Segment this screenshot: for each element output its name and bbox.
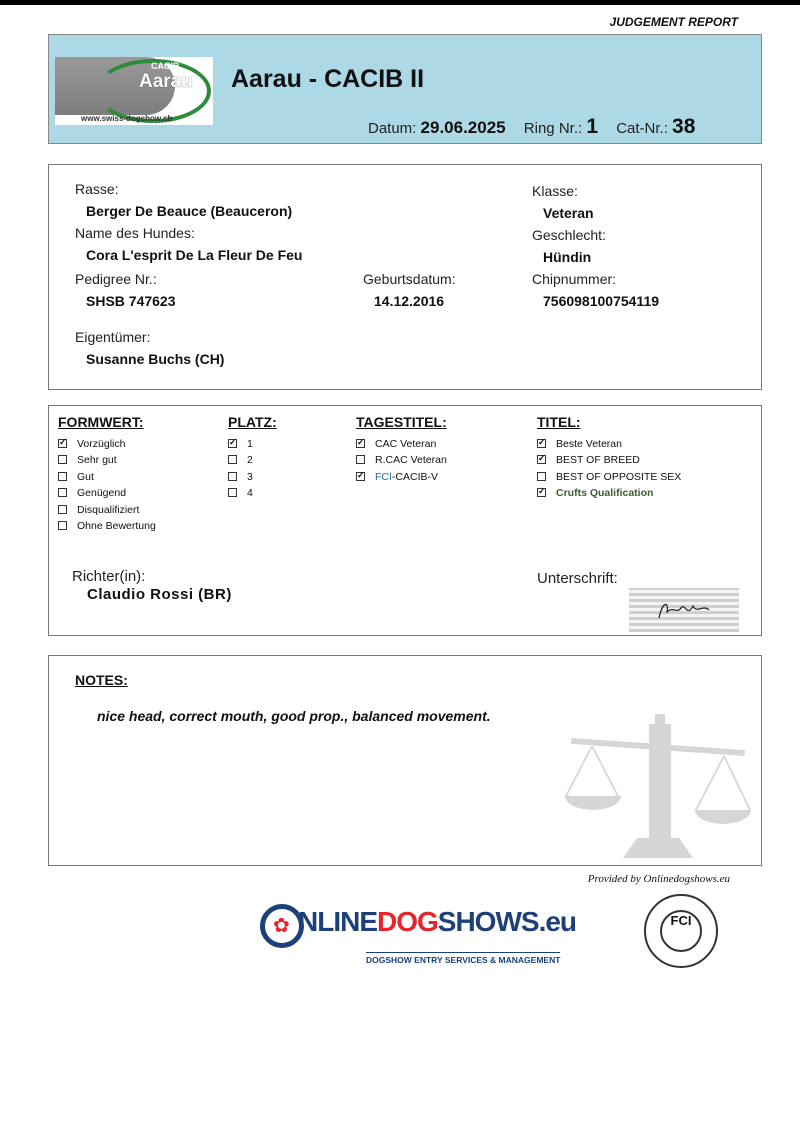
checkbox-icon (58, 455, 67, 464)
klasse-value: Veteran (543, 205, 594, 221)
show-logo (55, 57, 213, 125)
platz-option: ✓1 (228, 438, 253, 450)
pedigree-value: SHSB 747623 (86, 293, 176, 309)
name-label: Name des Hundes: (75, 225, 195, 241)
rasse-label: Rasse: (75, 181, 119, 197)
platz-option: 2 (228, 454, 253, 466)
chipnummer-label: Chipnummer: (532, 271, 617, 287)
checkbox-icon (228, 488, 237, 497)
platz-option: 3 (228, 471, 253, 483)
od-subtitle: DOGSHOW ENTRY SERVICES & MANAGEMENT (366, 952, 560, 965)
checkbox-icon (228, 455, 237, 464)
notes-box (48, 655, 762, 866)
logo-url-text: www.swiss-dogshow.ch (81, 114, 173, 123)
cat-value: 38 (672, 115, 696, 138)
name-value: Cora L'esprit De La Fleur De Feu (86, 247, 303, 263)
platz-option: 4 (228, 487, 253, 499)
eigentuemer-label: Eigentümer: (75, 329, 151, 345)
formwert-option: Disqualifiziert (58, 504, 139, 516)
checkbox-icon (228, 472, 237, 481)
klasse-label: Klasse: (532, 183, 578, 199)
formwert-option: Ohne Bewertung (58, 520, 156, 532)
richter-value: Claudio Rossi (BR) (87, 586, 232, 603)
titel-option: BEST OF OPPOSITE SEX (537, 471, 681, 483)
scales-icon (563, 710, 753, 866)
platz-heading: PLATZ: (228, 414, 277, 430)
richter-label: Richter(in): (72, 568, 146, 585)
checkbox-checked-icon (537, 455, 546, 464)
titel-option: ✓Crufts Qualification (537, 487, 653, 499)
geschlecht-value: Hündin (543, 249, 592, 265)
titel-option: ✓BEST OF BREED (537, 454, 640, 466)
unterschrift-label: Unterschrift: (537, 570, 618, 587)
od-brand-text: NLINEDOGSHOWS.eu (298, 906, 577, 937)
show-title: Aarau - CACIB II (231, 65, 425, 93)
show-header (48, 34, 762, 144)
checkbox-icon (58, 505, 67, 514)
signature-image (629, 588, 739, 632)
ring-value: 1 (586, 115, 599, 138)
formwert-heading: FORMWERT: (58, 414, 144, 430)
formwert-option: Genügend (58, 487, 126, 499)
tagestitel-option: R.CAC Veteran (356, 454, 447, 466)
tagestitel-option: ✓CAC Veteran (356, 438, 436, 450)
geburtsdatum-value: 14.12.2016 (374, 293, 445, 309)
checkbox-checked-icon (228, 439, 237, 448)
geburtsdatum-label: Geburtsdatum: (363, 271, 456, 287)
checkbox-checked-icon (537, 439, 546, 448)
onlinedogshows-logo (260, 902, 577, 966)
checkbox-icon (58, 472, 67, 481)
checkbox-icon (58, 488, 67, 497)
formwert-option: Gut (58, 471, 94, 483)
chipnummer-value: 756098100754119 (543, 293, 660, 309)
dog-info-box (48, 164, 762, 390)
show-meta (368, 115, 695, 139)
results-box (48, 405, 762, 636)
fci-seal-logo (644, 894, 718, 968)
titel-heading: TITEL: (537, 414, 581, 430)
checkbox-checked-icon (537, 488, 546, 497)
ring-label: Ring Nr.: (523, 120, 583, 137)
eigentuemer-value: Susanne Buchs (CH) (86, 351, 225, 367)
checkbox-checked-icon (356, 439, 365, 448)
fci-prefix: FCI (375, 471, 392, 483)
formwert-option: Sehr gut (58, 454, 117, 466)
formwert-option: ✓Vorzüglich (58, 438, 125, 450)
checkbox-icon (58, 521, 67, 530)
datum-value: 29.06.2025 (420, 118, 506, 137)
checkbox-icon (356, 455, 365, 464)
checkbox-icon (537, 472, 546, 481)
rasse-value: Berger De Beauce (Beauceron) (86, 203, 293, 219)
tagestitel-heading: TAGESTITEL: (356, 414, 447, 430)
cat-label: Cat-Nr.: (616, 120, 668, 137)
tagestitel-option: ✓FCI-CACIB-V (356, 471, 438, 483)
report-title: JUDGEMENT REPORT (609, 15, 738, 29)
paw-icon: ✿ (260, 904, 304, 948)
logo-aarau-text: Aarau (139, 71, 193, 92)
geschlecht-label: Geschlecht: (532, 227, 606, 243)
top-bar (0, 0, 800, 5)
fci-seal-text: FCI (670, 913, 692, 928)
pedigree-label: Pedigree Nr.: (75, 271, 157, 287)
checkbox-checked-icon (58, 439, 67, 448)
provided-by-text: Provided by Onlinedogshows.eu (587, 873, 730, 885)
titel-option: ✓Beste Veteran (537, 438, 622, 450)
checkbox-checked-icon (356, 472, 365, 481)
datum-label: Datum: (368, 120, 417, 137)
notes-text: nice head, correct mouth, good prop., balanced movement. (97, 708, 491, 724)
notes-heading: NOTES: (75, 672, 128, 688)
logo-cacib-text: CACIB (151, 61, 180, 71)
